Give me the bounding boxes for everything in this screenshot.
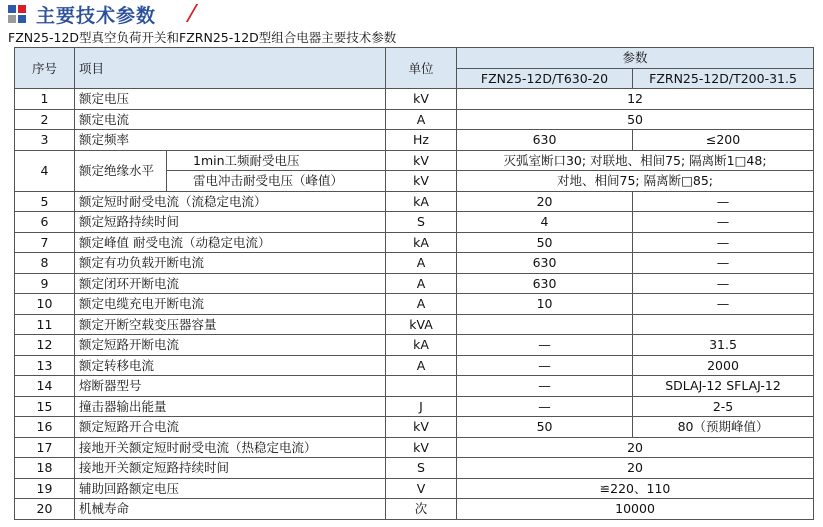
spec-table	[14, 47, 814, 520]
table-row	[15, 376, 814, 397]
row-value-model2: 2000	[633, 355, 814, 376]
row-unit: A	[386, 294, 457, 315]
row-item: 辅助回路额定电压	[75, 478, 386, 499]
row-unit: S	[386, 458, 457, 479]
row-value-model1: 50	[457, 417, 633, 438]
row-unit: kV	[386, 437, 457, 458]
table-row	[15, 417, 814, 438]
row-no: 4	[15, 150, 75, 191]
row-item: 额定电缆充电开断电流	[75, 294, 386, 315]
row-value-model2: 80（预期峰值）	[633, 417, 814, 438]
col-header-model1: FZN25-12D/T630-20	[457, 68, 633, 89]
table-row	[15, 89, 814, 110]
row-no: 19	[15, 478, 75, 499]
table-row	[15, 253, 814, 274]
table-row	[15, 130, 814, 151]
row-no: 1	[15, 89, 75, 110]
row-value-model1: —	[457, 335, 633, 356]
row-item: 额定绝缘水平	[75, 150, 167, 191]
row-value-model2: 2-5	[633, 396, 814, 417]
row-unit: A	[386, 355, 457, 376]
row-subitem: 1min工频耐受电压	[167, 150, 386, 171]
row-value-model1: 10	[457, 294, 633, 315]
table-row	[15, 294, 814, 315]
table-row	[15, 437, 814, 458]
row-no: 17	[15, 437, 75, 458]
row-value-model1: —	[457, 396, 633, 417]
row-unit: kV	[386, 171, 457, 192]
row-unit	[386, 376, 457, 397]
row-unit: S	[386, 212, 457, 233]
row-unit: 次	[386, 499, 457, 520]
table-row	[15, 458, 814, 479]
row-value-model1: 630	[457, 253, 633, 274]
col-header-unit: 单位	[386, 48, 457, 89]
table-row	[15, 355, 814, 376]
row-item: 额定有功负载开断电流	[75, 253, 386, 274]
row-item: 额定峰值 耐受电流（动稳定电流）	[75, 232, 386, 253]
row-item: 额定频率	[75, 130, 386, 151]
row-item: 额定电流	[75, 109, 386, 130]
table-caption: FZN25-12D型真空负荷开关和FZRN25-12D型组合电器主要技术参数	[8, 30, 397, 45]
row-value-model2: —	[633, 232, 814, 253]
table-row	[15, 150, 814, 171]
row-value-model1: 4	[457, 212, 633, 233]
row-unit: J	[386, 396, 457, 417]
row-item: 额定电压	[75, 89, 386, 110]
row-unit: kV	[386, 150, 457, 171]
table-row	[15, 396, 814, 417]
row-value-model1: 630	[457, 273, 633, 294]
row-value-merged: 对地、相间75; 隔离断□85;	[457, 171, 814, 192]
row-value-model2: 31.5	[633, 335, 814, 356]
row-item: 额定短路开合电流	[75, 417, 386, 438]
row-value-model2: —	[633, 253, 814, 274]
row-value-model1: 630	[457, 130, 633, 151]
row-item: 额定闭环开断电流	[75, 273, 386, 294]
row-value-merged: 10000	[457, 499, 814, 520]
row-no: 8	[15, 253, 75, 274]
row-unit: kV	[386, 417, 457, 438]
row-item: 额定短路开断电流	[75, 335, 386, 356]
row-item: 撞击器输出能量	[75, 396, 386, 417]
row-no: 10	[15, 294, 75, 315]
row-value-merged: 灭弧室断口30; 对联地、相间75; 隔离断1□48;	[457, 150, 814, 171]
row-no: 15	[15, 396, 75, 417]
row-item: 接地开关额定短路持续时间	[75, 458, 386, 479]
section-title: 主要技术参数	[36, 5, 157, 27]
slash-decoration	[186, 4, 198, 22]
row-no: 14	[15, 376, 75, 397]
row-value-merged: 50	[457, 109, 814, 130]
row-value-model1: 20	[457, 191, 633, 212]
row-item: 机械寿命	[75, 499, 386, 520]
table-row	[15, 314, 814, 335]
table-row	[15, 335, 814, 356]
col-header-item: 项目	[75, 48, 386, 89]
row-value-model2: ≤200	[633, 130, 814, 151]
row-unit: Hz	[386, 130, 457, 151]
row-item: 接地开关额定短时耐受电流（热稳定电流）	[75, 437, 386, 458]
table-row	[15, 478, 814, 499]
row-no: 9	[15, 273, 75, 294]
table-row	[15, 109, 814, 130]
brand-squares-icon	[8, 5, 26, 23]
table-row	[15, 232, 814, 253]
row-no: 16	[15, 417, 75, 438]
row-no: 12	[15, 335, 75, 356]
row-value-merged: 12	[457, 89, 814, 110]
row-value-merged: 20	[457, 437, 814, 458]
row-unit: A	[386, 273, 457, 294]
row-no: 2	[15, 109, 75, 130]
row-no: 18	[15, 458, 75, 479]
col-header-params: 参数	[457, 48, 814, 69]
section-header	[8, 0, 268, 26]
row-item: 额定短时耐受电流（流稳定电流）	[75, 191, 386, 212]
row-item: 额定转移电流	[75, 355, 386, 376]
row-no: 11	[15, 314, 75, 335]
row-unit: A	[386, 109, 457, 130]
row-value-model2: SDLAJ-12 SFLAJ-12	[633, 376, 814, 397]
row-value-model1: 50	[457, 232, 633, 253]
row-value-model2	[633, 314, 814, 335]
row-unit: A	[386, 253, 457, 274]
row-value-model2: —	[633, 191, 814, 212]
row-unit: V	[386, 478, 457, 499]
row-value-model2: —	[633, 294, 814, 315]
row-no: 3	[15, 130, 75, 151]
row-no: 13	[15, 355, 75, 376]
row-value-merged: 20	[457, 458, 814, 479]
row-item: 熔断器型号	[75, 376, 386, 397]
row-unit: kA	[386, 232, 457, 253]
row-value-model2: —	[633, 273, 814, 294]
col-header-model2: FZRN25-12D/T200-31.5	[633, 68, 814, 89]
row-unit: kVA	[386, 314, 457, 335]
row-no: 5	[15, 191, 75, 212]
row-subitem: 雷电冲击耐受电压（峰值）	[167, 171, 386, 192]
row-value-model1	[457, 314, 633, 335]
row-value-model2: —	[633, 212, 814, 233]
table-row	[15, 273, 814, 294]
table-row	[15, 499, 814, 520]
row-unit: kV	[386, 89, 457, 110]
row-item: 额定开断空载变压器容量	[75, 314, 386, 335]
row-unit: kA	[386, 335, 457, 356]
row-value-model1: —	[457, 355, 633, 376]
row-no: 6	[15, 212, 75, 233]
row-item: 额定短路持续时间	[75, 212, 386, 233]
col-header-no: 序号	[15, 48, 75, 89]
row-value-model1: —	[457, 376, 633, 397]
table-row	[15, 191, 814, 212]
row-no: 20	[15, 499, 75, 520]
row-unit: kA	[386, 191, 457, 212]
header-row	[15, 48, 814, 69]
table-row	[15, 212, 814, 233]
row-no: 7	[15, 232, 75, 253]
row-value-merged: ≌220、110	[457, 478, 814, 499]
